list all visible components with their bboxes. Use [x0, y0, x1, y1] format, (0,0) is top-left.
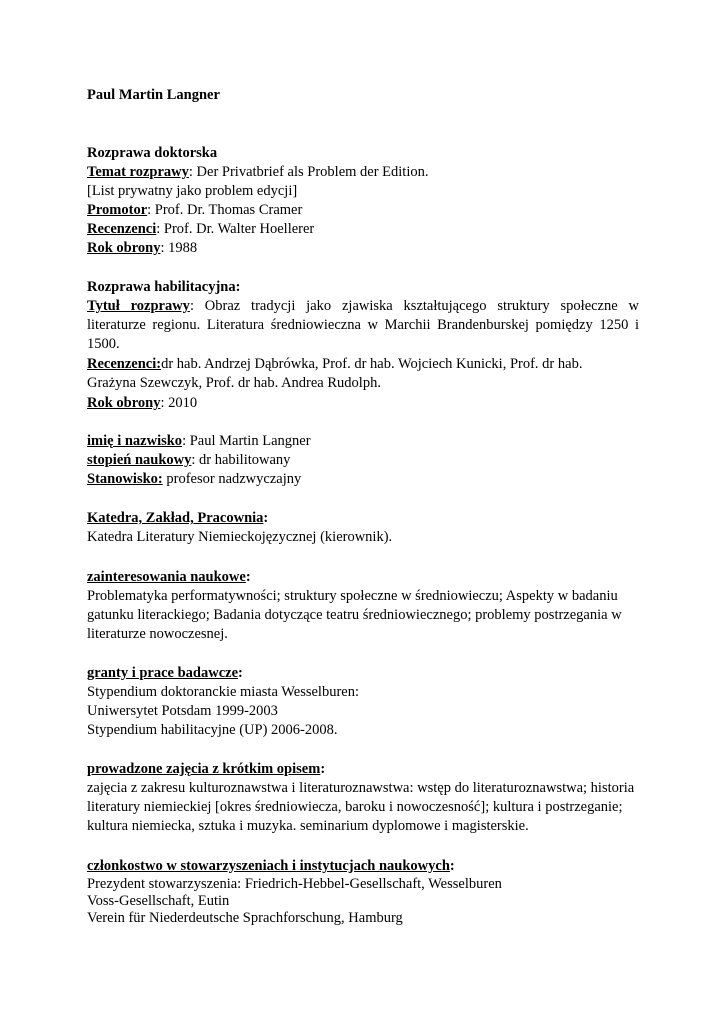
- membership-line2: Voss-Gesellschaft, Eutin: [87, 893, 230, 909]
- person-degree-label: stopień naukowy: [87, 452, 192, 468]
- phd-year-row: [87, 239, 197, 258]
- grants-line1: Stypendium doktoranckie miasta Wesselburen:: [87, 684, 359, 700]
- habil-reviewers-label: Recenzenci:: [87, 356, 162, 372]
- grants-heading-row: [87, 664, 243, 683]
- phd-promotor-value: : Prof. Dr. Thomas Cramer: [147, 202, 303, 218]
- phd-promotor-label: Promotor: [87, 202, 148, 218]
- classes-heading: prowadzone zajęcia z krótkim opisem: [87, 761, 321, 777]
- department-text: Katedra Literatury Niemieckojęzycznej (kierownik).: [87, 529, 393, 545]
- interests-heading: zainteresowania naukowe: [87, 569, 246, 585]
- classes-line3: kultura niemiecka, sztuka i muzyka. seminarium dyplomowe i magisterskie.: [87, 818, 529, 834]
- habil-title-line1: : Obraz tradycji jako zjawiska kształtującego struktury społeczne w: [189, 298, 639, 314]
- phd-reviewers-value: : Prof. Dr. Walter Hoellerer: [156, 221, 315, 237]
- person-name-label: imię i nazwisko: [87, 433, 183, 449]
- membership-heading: członkostwo w stowarzyszeniach i instytucjach naukowych: [87, 858, 450, 874]
- person-position-row: [87, 470, 301, 489]
- classes-heading-colon: :: [320, 761, 326, 777]
- habil-year-row: [87, 394, 197, 413]
- interests-line1: Problematyka performatywności; struktury społeczne w średniowieczu; Aspekty w badaniu: [87, 588, 618, 604]
- person-position-value: profesor nadzwyczajny: [162, 471, 302, 487]
- person-degree-value: : dr habilitowany: [191, 452, 291, 468]
- interests-heading-colon: :: [245, 569, 251, 585]
- grants-heading-colon: :: [238, 665, 243, 681]
- membership-line1: Prezydent stowarzyszenia: Friedrich-Hebbel-Gesellschaft, Wesselburen: [87, 876, 502, 892]
- grants-heading: granty i prace badawcze: [87, 665, 239, 681]
- habil-heading: Rozprawa habilitacyjna:: [87, 279, 241, 295]
- department-heading-colon: :: [263, 510, 269, 526]
- habil-year-value: : 2010: [160, 395, 198, 411]
- classes-line2: literatury niemieckiej [okres średniowiecza, baroku i nowoczesność]; kultura i postrzeganie;: [87, 799, 623, 815]
- phd-topic-translation: [List prywatny jako problem edycji]: [87, 183, 298, 199]
- author-name: Paul Martin Langner: [87, 87, 220, 103]
- phd-topic-label: Temat rozprawy: [87, 164, 189, 180]
- habil-reviewers-row: [87, 355, 582, 374]
- phd-topic-value: : Der Privatbrief als Problem der Edition.: [188, 164, 429, 180]
- phd-year-label: Rok obrony: [87, 240, 161, 256]
- phd-reviewers-label: Recenzenci: [87, 221, 157, 237]
- classes-heading-row: [87, 760, 325, 779]
- habil-title-row: [87, 297, 639, 316]
- phd-reviewers-row: [87, 220, 314, 239]
- interests-line2: gatunku literackiego; Badania dotyczące teatru średniowiecznego; problemy postrzegania w: [87, 607, 622, 623]
- person-name-value: : Paul Martin Langner: [182, 433, 311, 449]
- department-heading: Katedra, Zakład, Pracownia: [87, 510, 264, 526]
- grants-line2: Uniwersytet Potsdam 1999-2003: [87, 703, 278, 719]
- person-name-row: [87, 432, 311, 451]
- habil-title-label: Tytuł rozprawy: [87, 298, 190, 314]
- habil-reviewers-line2: Grażyna Szewczyk, Prof. dr hab. Andrea Rudolph.: [87, 375, 381, 391]
- phd-year-value: : 1988: [160, 240, 198, 256]
- habil-year-label: Rok obrony: [87, 395, 161, 411]
- phd-promotor-row: [87, 201, 302, 220]
- membership-heading-row: [87, 857, 455, 876]
- habil-reviewers-line1: dr hab. Andrzej Dąbrówka, Prof. dr hab. Wojciech Kunicki, Prof. dr hab.: [161, 356, 583, 372]
- phd-heading: Rozprawa doktorska: [87, 145, 218, 161]
- phd-topic-row: [87, 163, 429, 182]
- habil-title-line3: 1500.: [87, 336, 120, 352]
- classes-line1: zajęcia z zakresu kulturoznawstwa i literaturoznawstwa: wstęp do literaturoznawstwa; historia: [87, 780, 635, 796]
- membership-heading-colon: :: [449, 858, 455, 874]
- department-heading-row: [87, 509, 268, 528]
- habil-title-line2: literaturze regionu. Literatura średniowieczna w Marchii Brandenburskej pomiędzy 1250 i: [87, 317, 639, 333]
- membership-line3: Verein für Niederdeutsche Sprachforschung, Hamburg: [87, 910, 403, 926]
- person-position-label: Stanowisko:: [87, 471, 163, 487]
- interests-line3: literaturze nowoczesnej.: [87, 626, 228, 642]
- grants-line3: Stypendium habilitacyjne (UP) 2006-2008.: [87, 722, 338, 738]
- interests-heading-row: [87, 568, 251, 587]
- person-degree-row: [87, 451, 290, 470]
